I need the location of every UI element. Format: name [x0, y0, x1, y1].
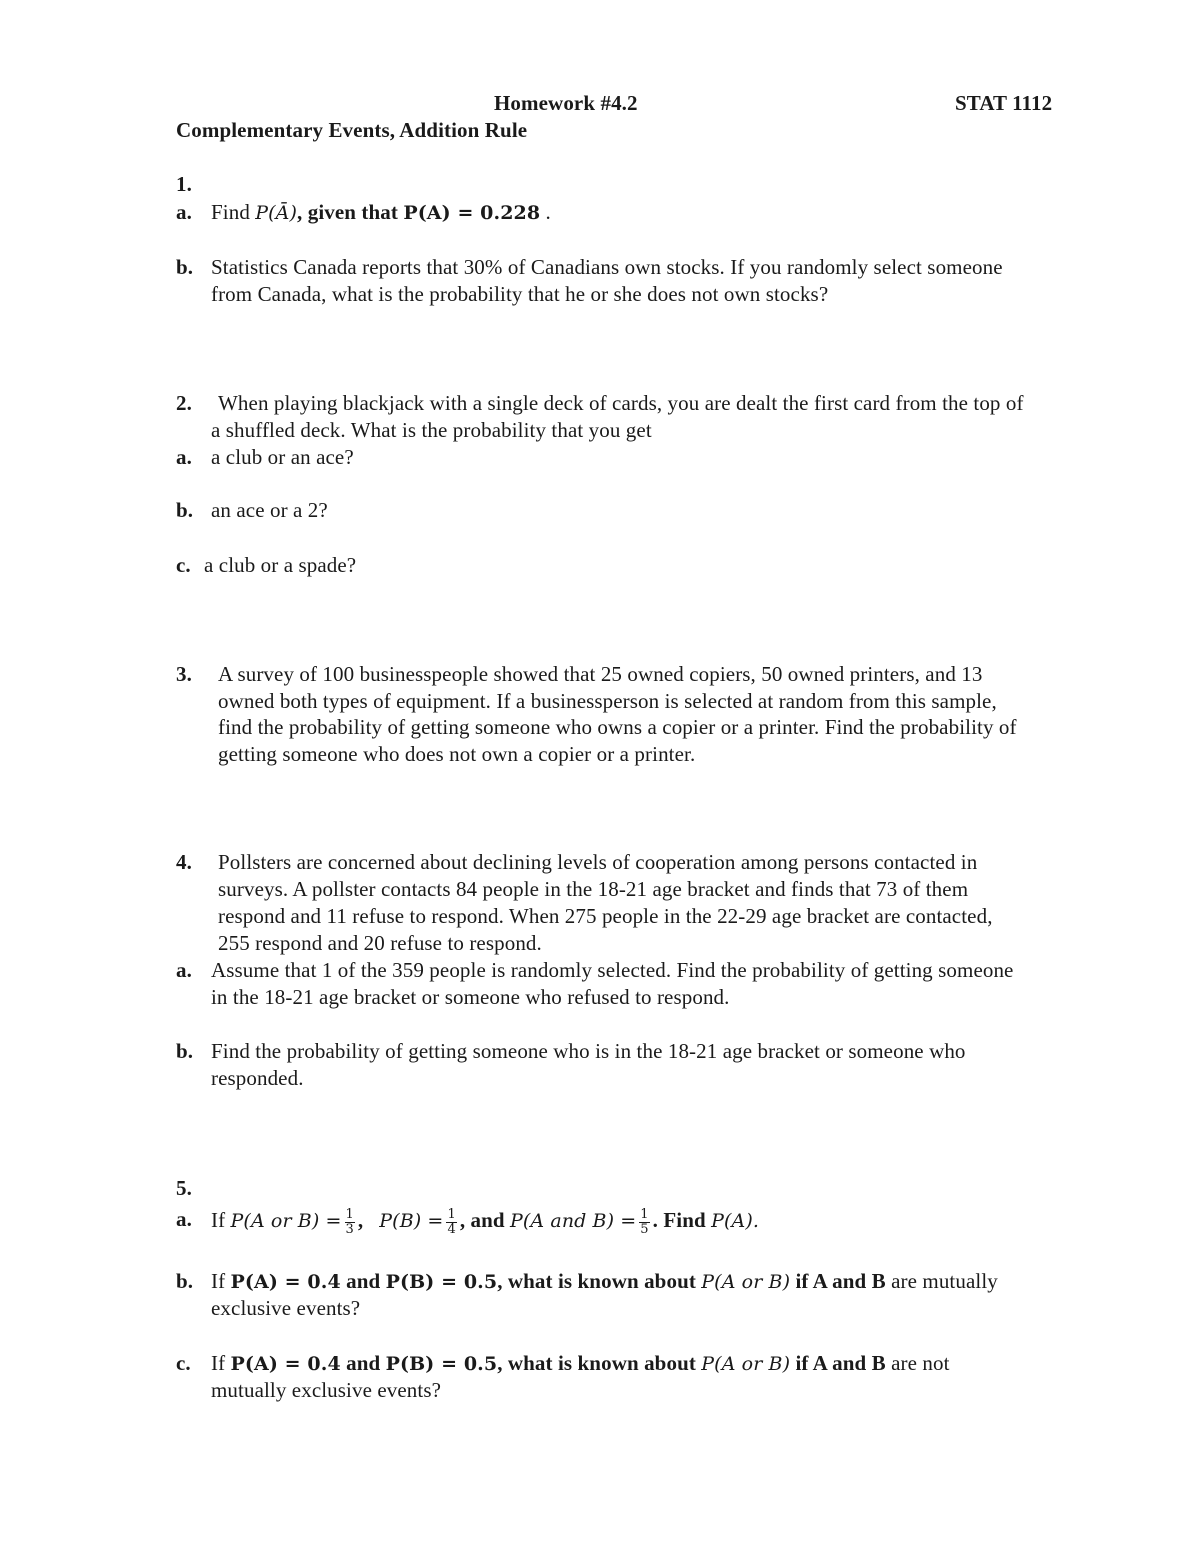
question-5c-line-2: mutually exclusive events? [211, 1378, 442, 1402]
question-5b-label: b. [176, 1269, 194, 1293]
question-4-line-1: Pollsters are concerned about declining levels of cooperation among persons contacted in [218, 850, 978, 874]
question-3-line-3: find the probability of getting someone who owns a copier or a printer. Find the probability of [218, 715, 1017, 739]
question-1a-label: a. [176, 200, 192, 224]
question-2-line-1: When playing blackjack with a single deck of cards, you are dealt the first card from the top of [218, 391, 1024, 415]
question-4a-label: a. [176, 958, 192, 982]
question-4b-line-1: Find the probability of getting someone who is in the 18-21 age bracket or someone who [211, 1039, 966, 1063]
question-4-line-2: surveys. A pollster contacts 84 people in the 18-21 age bracket and finds that 73 of them [218, 877, 969, 901]
question-1b-label: b. [176, 255, 194, 279]
question-4a-line-1: Assume that 1 of the 359 people is randomly selected. Find the probability of getting someone [211, 958, 1014, 982]
question-1b-line-1: Statistics Canada reports that 30% of Canadians own stocks. If you randomly select someone [211, 255, 1003, 279]
question-1a-end: . [545, 200, 551, 224]
question-5a-expr-intersection: P(A and B) = [510, 1210, 637, 1232]
question-4b-line-2: responded. [211, 1066, 304, 1090]
question-2b-label: b. [176, 498, 194, 522]
question-5c-label: c. [176, 1351, 191, 1375]
question-3-line-1: A survey of 100 businesspeople showed that 25 owned copiers, 50 owned printers, and 13 [218, 662, 983, 686]
question-2c-text: a club or a spade? [204, 553, 357, 577]
question-5a-if: If [211, 1208, 226, 1232]
question-5a-expr-union: P(A or B) = [230, 1210, 342, 1232]
question-1a-complement-expr: P(Ā) [255, 202, 298, 224]
fraction-one-third: $\frac{1}{3}$ [345, 1206, 354, 1237]
question-1a-given-expr: P(A) = 0.228 [403, 202, 541, 224]
course-code: STAT 1112 [955, 91, 1053, 115]
question-5b-line-1: If P(A) = 0.4 and P(B) = 0.5, what is known about P(A or B) if A and B are mutually [211, 1269, 998, 1293]
question-2c-label: c. [176, 553, 191, 577]
question-5c-line-1: If P(A) = 0.4 and P(B) = 0.5, what is known about P(A or B) if A and B are not [211, 1351, 950, 1375]
question-4-number: 4. [176, 850, 192, 874]
document-subtitle: Complementary Events, Addition Rule [176, 118, 528, 142]
question-1-number: 1. [176, 172, 192, 196]
question-5-number: 5. [176, 1176, 192, 1200]
question-1a-find: Find [211, 200, 250, 224]
question-2-number: 2. [176, 391, 192, 415]
question-3-line-4: getting someone who does not own a copier or a printer. [218, 742, 696, 766]
question-5b-line-2: exclusive events? [211, 1296, 361, 1320]
question-5a-expr-a: P(A). [711, 1210, 760, 1232]
question-5a-text: If P(A or B) = $\frac{1}{3}$ , P(B) = $\frac{1}{4}$ , and P(A and B) = $\frac{1}{5}$ . Find P(A). [211, 1206, 760, 1237]
question-2b-text: an ace or a 2? [211, 498, 328, 522]
question-3-number: 3. [176, 662, 192, 686]
fraction-one-quarter: $\frac{1}{4}$ [447, 1206, 456, 1237]
question-5a-expr-b: P(B) = [379, 1210, 444, 1232]
question-5a-label: a. [176, 1207, 192, 1231]
question-4b-label: b. [176, 1039, 194, 1063]
question-2-line-2: a shuffled deck. What is the probability that you get [211, 418, 652, 442]
question-4-line-3: respond and 11 refuse to respond. When 275 people in the 22-29 age bracket are contacted, [218, 904, 993, 928]
document-title: Homework #4.2 [494, 91, 638, 115]
question-4a-line-2: in the 18-21 age bracket or someone who refused to respond. [211, 985, 730, 1009]
fraction-one-fifth: $\frac{1}{5}$ [640, 1206, 649, 1237]
question-1b-line-2: from Canada, what is the probability that he or she does not own stocks? [211, 282, 829, 306]
question-2a-label: a. [176, 445, 192, 469]
question-2a-text: a club or an ace? [211, 445, 354, 469]
question-4-line-4: 255 respond and 20 refuse to respond. [218, 931, 542, 955]
question-3-line-2: owned both types of equipment. If a businessperson is selected at random from this sample, [218, 689, 997, 713]
question-1a-given: , given that [297, 200, 398, 224]
question-1a-text [211, 199, 551, 226]
